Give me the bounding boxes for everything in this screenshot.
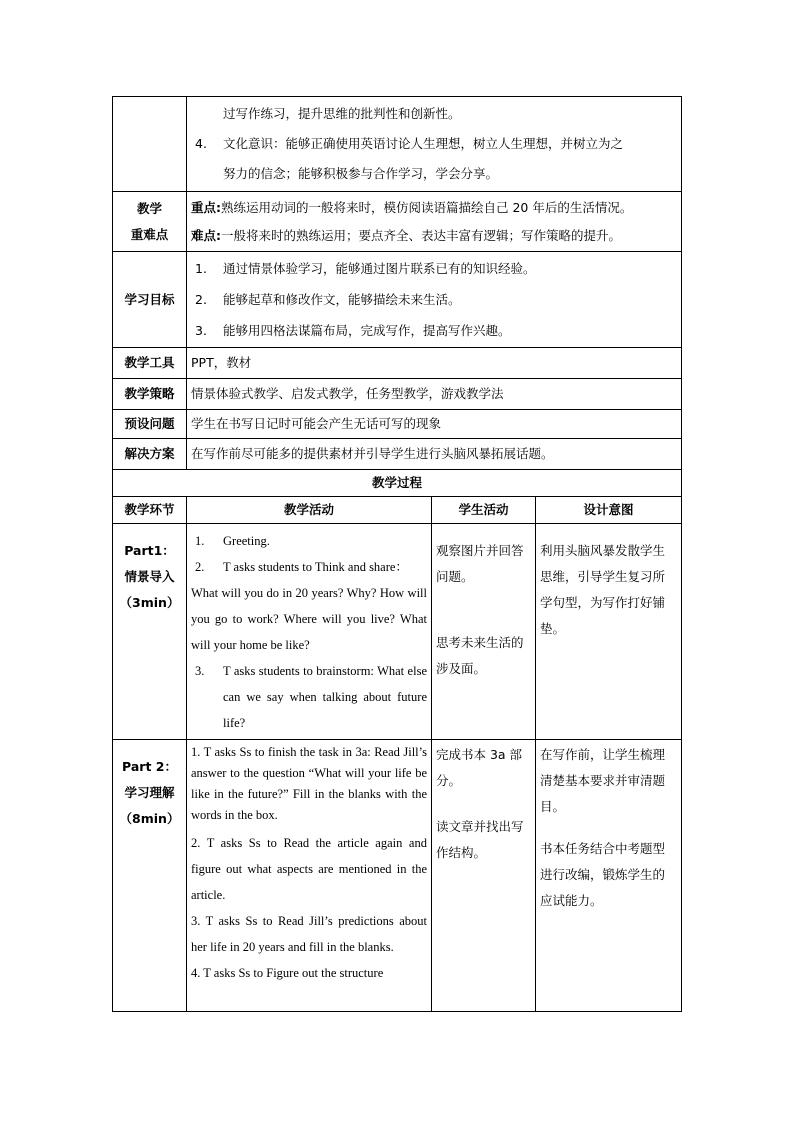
focus-text: 熟练运用动词的一般将来时，模仿阅读语篇描绘自己 20 年后的生活情况。 <box>221 199 633 215</box>
difficulty-text: 一般将来时的熟练运用；要点齐全、表达丰富有逻辑；写作策略的提升。 <box>221 227 622 243</box>
part1-teacher-activity <box>187 524 432 740</box>
design-intent-text: 在写作前，让学生梳理清楚基本要求并审清题目。 <box>540 747 666 814</box>
student-activity-text: 完成书本 3a 部分。 <box>436 747 523 788</box>
stage-line: （3min） <box>119 595 180 610</box>
tools-cell: PPT，教材 <box>187 348 682 379</box>
learning-goals-row <box>113 252 682 348</box>
student-activity-text: 观察图片并回答问题。 <box>436 543 524 584</box>
focus-label: 重点: <box>191 199 221 215</box>
stage-line: 学习理解 <box>124 785 175 800</box>
strategy-cell: 情景体验式教学、启发式教学，任务型教学，游戏教学法 <box>187 379 682 410</box>
objective-line: 过写作练习，提升思维的批判性和创新性。 <box>223 106 461 121</box>
goal-item <box>191 253 677 284</box>
stage-line: （8min） <box>119 811 180 826</box>
learning-goals-cell <box>187 252 682 348</box>
activity-item <box>191 658 427 736</box>
activity-item: 3. T asks Ss to Read Jill’s predictions about her life in 20 years and fill in the blanks. <box>191 914 427 954</box>
activity-item <box>191 528 427 554</box>
item-text: 文化意识：能够正确使用英语讨论人生理想，树立人生理想，并树立为之 <box>223 136 624 151</box>
problem-cell: 学生在书写日记时可能会产生无话可写的现象 <box>187 410 682 439</box>
part1-design-intent: 利用头脑风暴发散学生思维，引导学生复习所学句型，为写作打好铺垫。 <box>536 524 682 740</box>
activity-item: 4. T asks Ss to Figure out the structure <box>191 966 384 980</box>
difficulty-line <box>191 222 677 250</box>
student-activity-text: 读文章并找出写作结构。 <box>436 819 524 860</box>
header-student-activity: 学生活动 <box>432 497 536 524</box>
part1-row <box>113 524 682 740</box>
focus-line <box>191 194 677 222</box>
item-number: 4. <box>195 136 207 151</box>
item-number: 3. <box>195 664 205 678</box>
lesson-plan-table <box>112 96 682 1012</box>
goal-item <box>191 284 677 315</box>
key-points-label <box>113 192 187 252</box>
item-number: 2. <box>195 292 207 307</box>
difficulty-label: 难点: <box>191 227 221 243</box>
process-title-row <box>113 470 682 497</box>
item-number: 1. <box>195 534 205 548</box>
student-activity-text: 思考未来生活的涉及面。 <box>436 635 524 676</box>
item-number: 1. <box>195 261 207 276</box>
part2-row <box>113 740 682 1012</box>
process-title: 教学过程 <box>113 470 682 497</box>
learning-goals-label: 学习目标 <box>113 252 187 348</box>
process-header-row <box>113 497 682 524</box>
solution-cell: 在写作前尽可能多的提供素材并引导学生进行头脑风暴拓展话题。 <box>187 439 682 470</box>
label-line: 重难点 <box>130 226 169 242</box>
item-text: 能够用四格法谋篇布局，完成写作，提高写作兴趣。 <box>223 323 511 338</box>
part1-stage <box>113 524 187 740</box>
problem-row <box>113 410 682 439</box>
part1-student-activity <box>432 524 536 740</box>
header-teacher-activity: 教学活动 <box>187 497 432 524</box>
solution-row <box>113 439 682 470</box>
part2-design-intent <box>536 740 682 1012</box>
strategy-label: 教学策略 <box>113 379 187 410</box>
part2-stage <box>113 740 187 1012</box>
objectives-continuation-row <box>113 97 682 192</box>
stage-line: Part 2： <box>122 759 177 774</box>
activity-item <box>191 554 427 580</box>
solution-label: 解决方案 <box>113 439 187 470</box>
tools-row <box>113 348 682 379</box>
spacer <box>540 820 677 836</box>
part2-student-activity <box>432 740 536 1012</box>
objectives-continuation-cell <box>187 97 682 192</box>
item-text: T asks students to Think and share： <box>223 560 408 574</box>
stage-line: 情景导入 <box>124 569 175 584</box>
goal-item <box>191 315 677 346</box>
item-number: 3. <box>195 323 207 338</box>
item-text: Greeting. <box>223 534 270 548</box>
item-text: 能够起草和修改作文，能够描绘未来生活。 <box>223 292 461 307</box>
header-design-intent: 设计意图 <box>536 497 682 524</box>
empty-label-cell <box>113 97 187 192</box>
stage-line: Part1： <box>124 543 175 558</box>
item-number: 2. <box>195 560 205 574</box>
objective-item-4 <box>191 129 677 159</box>
label-line: 教学 <box>136 200 162 216</box>
header-stage: 教学环节 <box>113 497 187 524</box>
spacer <box>436 794 531 814</box>
item-text: T asks students to brainstorm: What else can we say when talking about future life? <box>223 664 427 730</box>
strategy-row <box>113 379 682 410</box>
item-text: 通过情景体验学习，能够通过图片联系已有的知识经验。 <box>223 261 536 276</box>
objective-item-4-cont: 努力的信念；能够积极参与合作学习，学会分享。 <box>223 166 499 181</box>
problem-label: 预设问题 <box>113 410 187 439</box>
part2-teacher-activity <box>187 740 432 1012</box>
activity-item-cont: What will you do in 20 years? Why? How will you go to work? Where will you live? What will your home be like? <box>191 586 427 652</box>
key-points-cell <box>187 192 682 252</box>
activity-item: 1. T asks Ss to finish the task in 3a: Read Jill’s answer to the question “What will your life be like in the future?” Fill in the blanks with the words in the box. <box>191 745 427 822</box>
design-intent-text: 书本任务结合中考题型进行改编，锻炼学生的应试能力。 <box>540 841 666 908</box>
tools-label: 教学工具 <box>113 348 187 379</box>
spacer <box>436 590 531 630</box>
activity-item: 2. T asks Ss to Read the article again and figure out what aspects are mentioned in the article. <box>191 836 427 902</box>
key-points-row <box>113 192 682 252</box>
